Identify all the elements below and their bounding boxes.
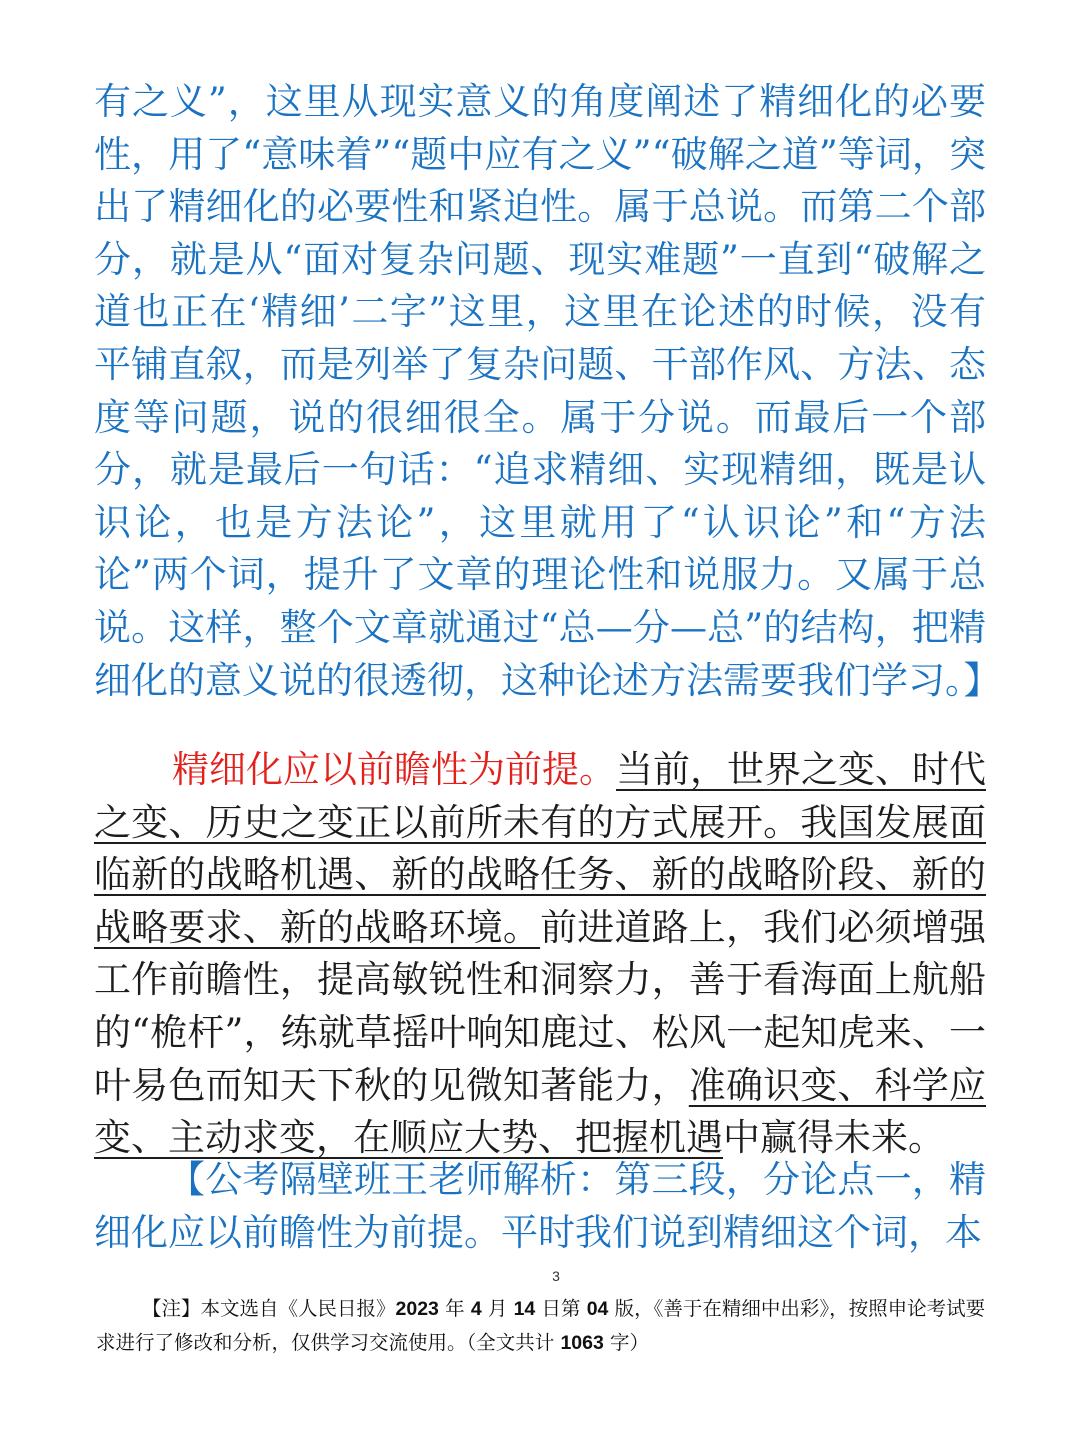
underlined-text: 准确识变、科学应变、主动求变，在顺应大势、把握机遇	[94, 1063, 987, 1160]
body-text: 中赢得未来。	[723, 1116, 945, 1160]
footnote-number: 1063	[560, 1332, 604, 1354]
footnote	[96, 1292, 986, 1360]
footnote-text: 年	[438, 1297, 471, 1320]
underlined-text: 当前，世界之变、时代之变、历史之变正以前所未有的方式展开。我国发展面临新的战略机遇、新的战略任务、新的战略阶段、新的战略要求、新的战略环境。	[94, 748, 986, 949]
article-paragraph	[94, 744, 986, 1165]
footnote-number: 4	[470, 1298, 482, 1320]
footnote-text: 月	[481, 1297, 514, 1320]
footnote-text: 版，《善于在精细中出彩》，按照申论考试要求进行了修改和分析，仅供学习交流使用。（全文共计	[96, 1297, 986, 1354]
footnote-number: 2023	[395, 1298, 439, 1320]
analysis-paragraph: 【公考隔壁班王老师解析：第三段，分论点一，精细化应以前瞻性为前提。平时我们说到精细这个词，本	[94, 1158, 986, 1254]
footnote-text: 日第	[535, 1297, 587, 1320]
footnote-text: 字）	[603, 1331, 650, 1354]
footnote-text: 【注】本文选自《人民日报》	[142, 1297, 396, 1320]
body-text: 前进道路上，我们必须增强工作前瞻性，提高敏锐性和洞察力，善于看海面上航船的“桅杆”，练就草摇叶响知鹿过、松风一起知虎来、一叶易色而知天下秋的见微知著能力，	[94, 905, 987, 1107]
section-heading: 精细化应以前瞻性为前提。	[172, 748, 616, 791]
footnote-number: 14	[513, 1298, 536, 1320]
page-number: 3	[552, 1268, 560, 1284]
analysis-paragraph-continued: 有之义”，这里从现实意义的角度阐述了精细化的必要性，用了“意味着”“题中应有之义”“破解之道”等词，突出了精细化的必要性和紧迫性。属于总说。而第二个部分，就是从“面对复杂问题、现实难题”一直到“破解之道也正在‘精细’二字”这里，这里在论述的时候，没有平铺直叙，而是列举了复杂问题、干部作风、方法、态度等问题，说的很细很全。属于分说。而最后一个部分，就是最后一句话：“追求精细、实现精细，既是认识论，也是方法论”，这里就用了“认识论”和“方法论”两个词，提升了文章的理论性和说服力。又属于总说。这样，整个文章就通过“总—分—总”的结构，把精细化的意义说的很透彻，这种论述方法需要我们学习。】	[94, 80, 1001, 702]
footnote-number: 04	[586, 1298, 609, 1320]
